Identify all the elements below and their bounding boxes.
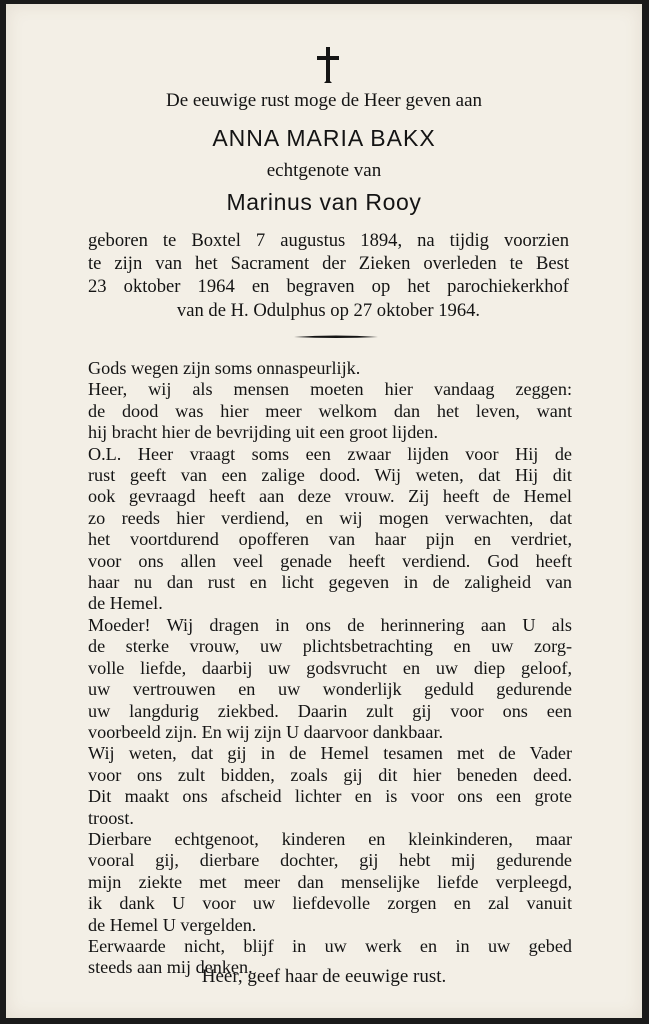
eulogy-line: Eerwaarde nicht, blijf in uw werk en in uw gebed: [88, 935, 572, 956]
ornamental-divider: [294, 334, 378, 340]
eulogy-line: mijn ziekte met meer dan menselijke liefde verpleegd,: [88, 871, 572, 892]
eulogy-line: uw langdurig ziekbed. Daarin zult gij voor ons een: [88, 700, 572, 721]
eulogy-line: de Hemel.: [88, 593, 163, 614]
biography-line: te zijn van het Sacrament der Zieken overleden te Best: [88, 253, 569, 275]
eulogy-line: troost.: [88, 807, 134, 828]
eulogy-line: zo reeds hier verdiend, en wij mogen verwachten, dat: [88, 507, 572, 528]
eulogy-line: ik dank U voor uw liefdevolle zorgen en zal vanuit: [88, 893, 572, 914]
cross-icon: [313, 46, 343, 84]
eulogy-line: de dood was hier meer welkom dan het leven, want: [88, 400, 572, 421]
eulogy-line: Dit maakt ons afscheid lichter en is voor ons een grote: [88, 786, 572, 807]
biography-paragraph: [88, 229, 569, 322]
eulogy-line: voor ons allen veel genade heeft verdiend. God heeft: [88, 550, 572, 571]
eulogy-text: [88, 358, 572, 979]
eulogy-line: rust geeft van een zalige dood. Wij weten, dat Hij dit: [88, 465, 572, 486]
eulogy-line: Gods wegen zijn soms onnaspeurlijk.: [88, 358, 361, 378]
eulogy-line: hij bracht hier de bevrijding uit een groot lijden.: [88, 422, 439, 443]
eulogy-line: Moeder! Wij dragen in ons de herinnering aan U als: [88, 614, 572, 635]
biography-line: geboren te Boxtel 7 augustus 1894, na tijdig voorzien: [88, 230, 569, 251]
eulogy-line: O.L. Heer vraagt soms een zwaar lijden voor Hij de: [88, 443, 572, 464]
closing-line: Heer, geef haar de eeuwige rust.: [201, 966, 447, 987]
biography-line: van de H. Odulphus op 27 oktober 1964.: [176, 299, 481, 321]
eulogy-line: het voortdurend opofferen van haar pijn en verdriet,: [88, 529, 572, 550]
eulogy-line: ook gevraagd heeft aan deze vrouw. Zij heeft de Hemel: [88, 486, 572, 507]
eulogy-line: uw vertrouwen en uw wonderlijk geduld gedurende: [88, 679, 572, 700]
memorial-card: [6, 4, 642, 1018]
eulogy-line: Heer, wij als mensen moeten hier vandaag zeggen:: [88, 379, 572, 400]
spouse-name: Marinus van Rooy: [226, 189, 422, 215]
eulogy-line: steeds aan mij denken.: [88, 957, 253, 978]
eulogy-line: voor ons zult bidden, zoals gij dit hier beneden deed.: [88, 764, 572, 785]
deceased-name: ANNA MARIA BAKX: [212, 125, 436, 151]
eulogy-line: Dierbare echtgenoot, kinderen en kleinkinderen, maar: [88, 828, 572, 849]
eulogy-line: vooral gij, dierbare dochter, gij hebt mij gedurende: [88, 850, 572, 871]
eulogy-line: haar nu dan rust en licht gegeven in de zaligheid van: [88, 572, 572, 593]
opening-line: De eeuwige rust moge de Heer geven aan: [166, 90, 482, 111]
eulogy-line: voorbeeld zijn. En wij zijn U daarvoor dankbaar.: [88, 721, 444, 742]
eulogy-line: de sterke vrouw, uw plichtsbetrachting en uw zorg-: [88, 636, 572, 657]
eulogy-line: Wij weten, dat gij in de Hemel tesamen met de Vader: [88, 743, 572, 764]
biography-line: 23 oktober 1964 en begraven op het parochiekerkhof: [88, 276, 569, 298]
eulogy-line: volle liefde, daarbij uw godsvrucht en uw diep geloof,: [88, 657, 572, 678]
eulogy-line: de Hemel U vergelden.: [88, 914, 257, 935]
spouse-label: echtgenote van: [266, 160, 382, 181]
